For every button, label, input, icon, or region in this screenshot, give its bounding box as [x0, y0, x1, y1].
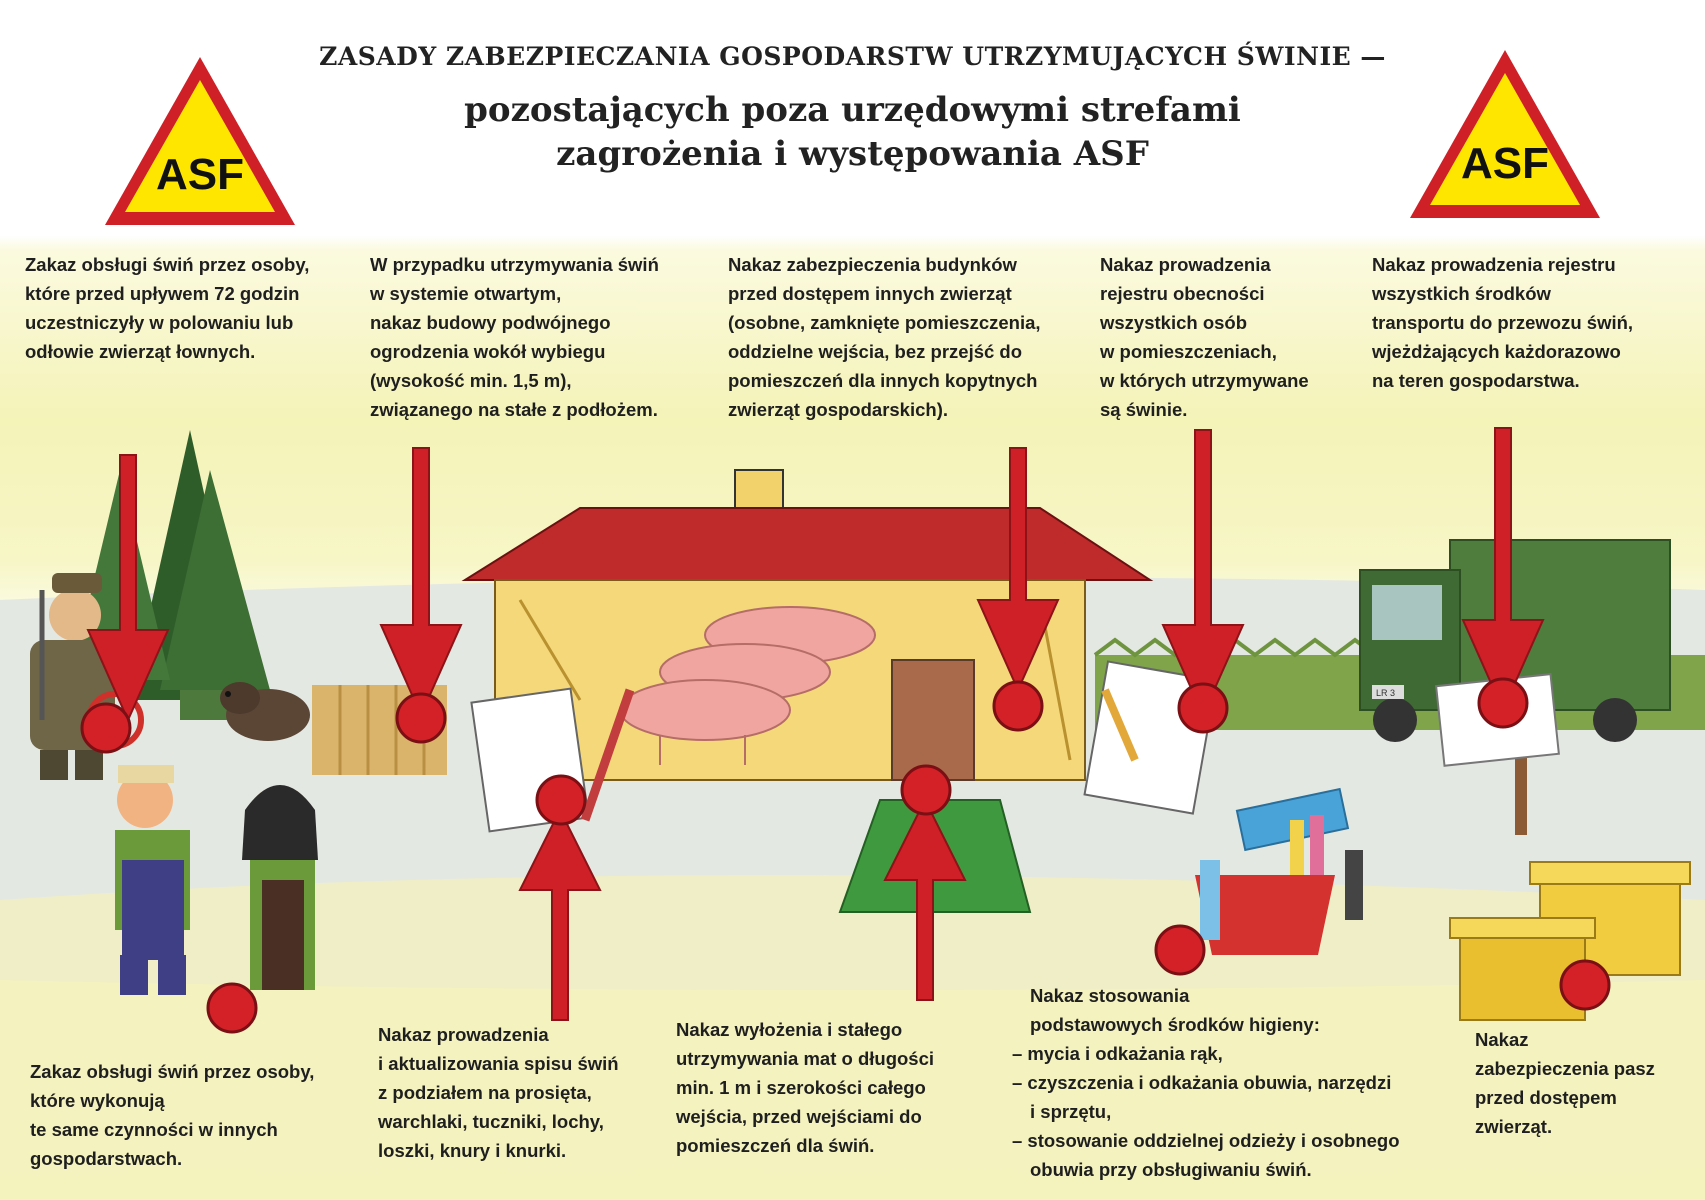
subtitle-line: zagrożenia i występowania ASF	[556, 134, 1149, 174]
rule-line: W przypadku utrzymywania świń	[370, 254, 659, 275]
rule-line: transportu do przewozu świń,	[1372, 312, 1634, 333]
rule-line: wjeżdżających każdorazowo	[1372, 341, 1621, 362]
rule-hunting-contact	[25, 250, 309, 366]
rule-line: Nakaz wyłożenia i stałego	[676, 1019, 903, 1040]
marker-dot	[994, 682, 1042, 730]
rule-pig-inventory	[378, 1020, 619, 1165]
rule-line: – mycia i odkażania rąk,	[1012, 1043, 1223, 1064]
rule-hygiene	[1012, 981, 1400, 1184]
rule-line: z podziałem na prosięta,	[378, 1082, 592, 1103]
rule-line: są świnie.	[1100, 399, 1188, 420]
farmer-woman-icon	[242, 785, 318, 990]
rule-feed-protection	[1475, 1025, 1655, 1141]
rule-line: które przed upływem 72 godzin	[25, 283, 300, 304]
rule-transport-register	[1372, 250, 1633, 395]
rule-line: zwierząt gospodarskich).	[728, 399, 948, 420]
marker-dot	[902, 766, 950, 814]
marker-dot	[1179, 684, 1227, 732]
rule-line: w systemie otwartym,	[370, 283, 562, 304]
rule-line: (osobne, zamknięte pomieszczenia,	[728, 312, 1041, 333]
rule-line: w których utrzymywane	[1100, 370, 1309, 391]
rule-line: min. 1 m i szerokości całego	[676, 1077, 926, 1098]
rule-line: na teren gospodarstwa.	[1372, 370, 1580, 391]
rule-building-protection	[728, 250, 1041, 424]
rule-line: – czyszczenia i odkażania obuwia, narzędzi	[1012, 1072, 1392, 1093]
rule-line: nakaz budowy podwójnego	[370, 312, 611, 333]
rule-line: pomieszczeń dla innych kopytnych	[728, 370, 1038, 391]
barn-door	[892, 660, 974, 780]
rule-disinfection-mats	[676, 1015, 934, 1160]
rule-line: Zakaz obsługi świń przez osoby,	[30, 1061, 315, 1082]
rule-line: obuwia przy obsługiwaniu świń.	[1030, 1159, 1312, 1180]
marker-dot	[208, 984, 256, 1032]
rule-line: wszystkich osób	[1100, 312, 1248, 333]
rule-line: Nakaz	[1475, 1029, 1529, 1050]
rule-line: te same czynności w innych	[30, 1119, 278, 1140]
rule-line: zwierząt.	[1475, 1116, 1553, 1137]
rule-line: Zakaz obsługi świń przez osoby,	[25, 254, 310, 275]
rule-line: pomieszczeń dla świń.	[676, 1135, 875, 1156]
marker-dot	[1156, 926, 1204, 974]
marker-dot	[397, 694, 445, 742]
asf-label-right: ASF	[1461, 139, 1549, 188]
warning-triangle-icon	[100, 52, 300, 232]
rule-line: warchlaki, tuczniki, lochy,	[378, 1111, 604, 1132]
rule-line: odłowie zwierząt łownych.	[25, 341, 256, 362]
rule-double-fence	[370, 250, 659, 424]
warning-triangle-icon	[1405, 45, 1605, 225]
asf-label-left: ASF	[156, 150, 244, 199]
rule-line: zabezpieczenia pasz	[1475, 1058, 1655, 1079]
rule-line: i sprzętu,	[1030, 1101, 1112, 1122]
rule-line: oddzielne wejścia, bez przejść do	[728, 341, 1023, 362]
rule-line: przed dostępem	[1475, 1087, 1617, 1108]
rule-line: Nakaz zabezpieczenia budynków	[728, 254, 1017, 275]
rule-line: i aktualizowania spisu świń	[378, 1053, 619, 1074]
rule-line: podstawowych środków higieny:	[1030, 1014, 1320, 1035]
rule-line: loszki, knury i knurki.	[378, 1140, 567, 1161]
rule-line: ogrodzenia wokół wybiegu	[370, 341, 606, 362]
asf-warning-sign-left	[100, 52, 300, 232]
page-title: ZASADY ZABEZPIECZANIA GOSPODARSTW UTRZYMUJĄCYCH ŚWINIE —	[319, 42, 1386, 71]
rule-line: (wysokość min. 1,5 m),	[370, 370, 572, 391]
marker-dot	[537, 776, 585, 824]
rule-line: Nakaz stosowania	[1030, 985, 1190, 1006]
rule-line: przed dostępem innych zwierząt	[728, 283, 1012, 304]
rule-line: Nakaz prowadzenia	[378, 1024, 549, 1045]
marker-dot	[1479, 679, 1527, 727]
rule-line: Nakaz prowadzenia	[1100, 254, 1271, 275]
rule-visitor-register	[1100, 250, 1309, 424]
rule-line: utrzymywania mat o długości	[676, 1048, 935, 1069]
asf-warning-sign-right	[1405, 45, 1605, 225]
marker-dot	[1561, 961, 1609, 1009]
rule-line: które wykonują	[30, 1090, 165, 1111]
rule-line: wszystkich środków	[1372, 283, 1551, 304]
rule-line: Nakaz prowadzenia rejestru	[1372, 254, 1616, 275]
subtitle-line: pozostających poza urzędowymi strefami	[464, 90, 1241, 130]
rule-line: – stosowanie oddzielnej odzieży i osobnego	[1012, 1130, 1400, 1151]
rule-line: w pomieszczeniach,	[1100, 341, 1277, 362]
rule-line: uczestniczyły w polowaniu lub	[25, 312, 294, 333]
rule-line: wejścia, przed wejściami do	[676, 1106, 922, 1127]
truck-plate-text: LR 3	[1376, 688, 1396, 698]
page-subtitle	[380, 88, 1325, 176]
rule-line: związanego na stałe z podłożem.	[370, 399, 658, 420]
rule-line: gospodarstwach.	[30, 1148, 183, 1169]
rule-other-farms	[30, 1057, 314, 1173]
marker-dot	[82, 704, 130, 752]
rule-line: rejestru obecności	[1100, 283, 1265, 304]
